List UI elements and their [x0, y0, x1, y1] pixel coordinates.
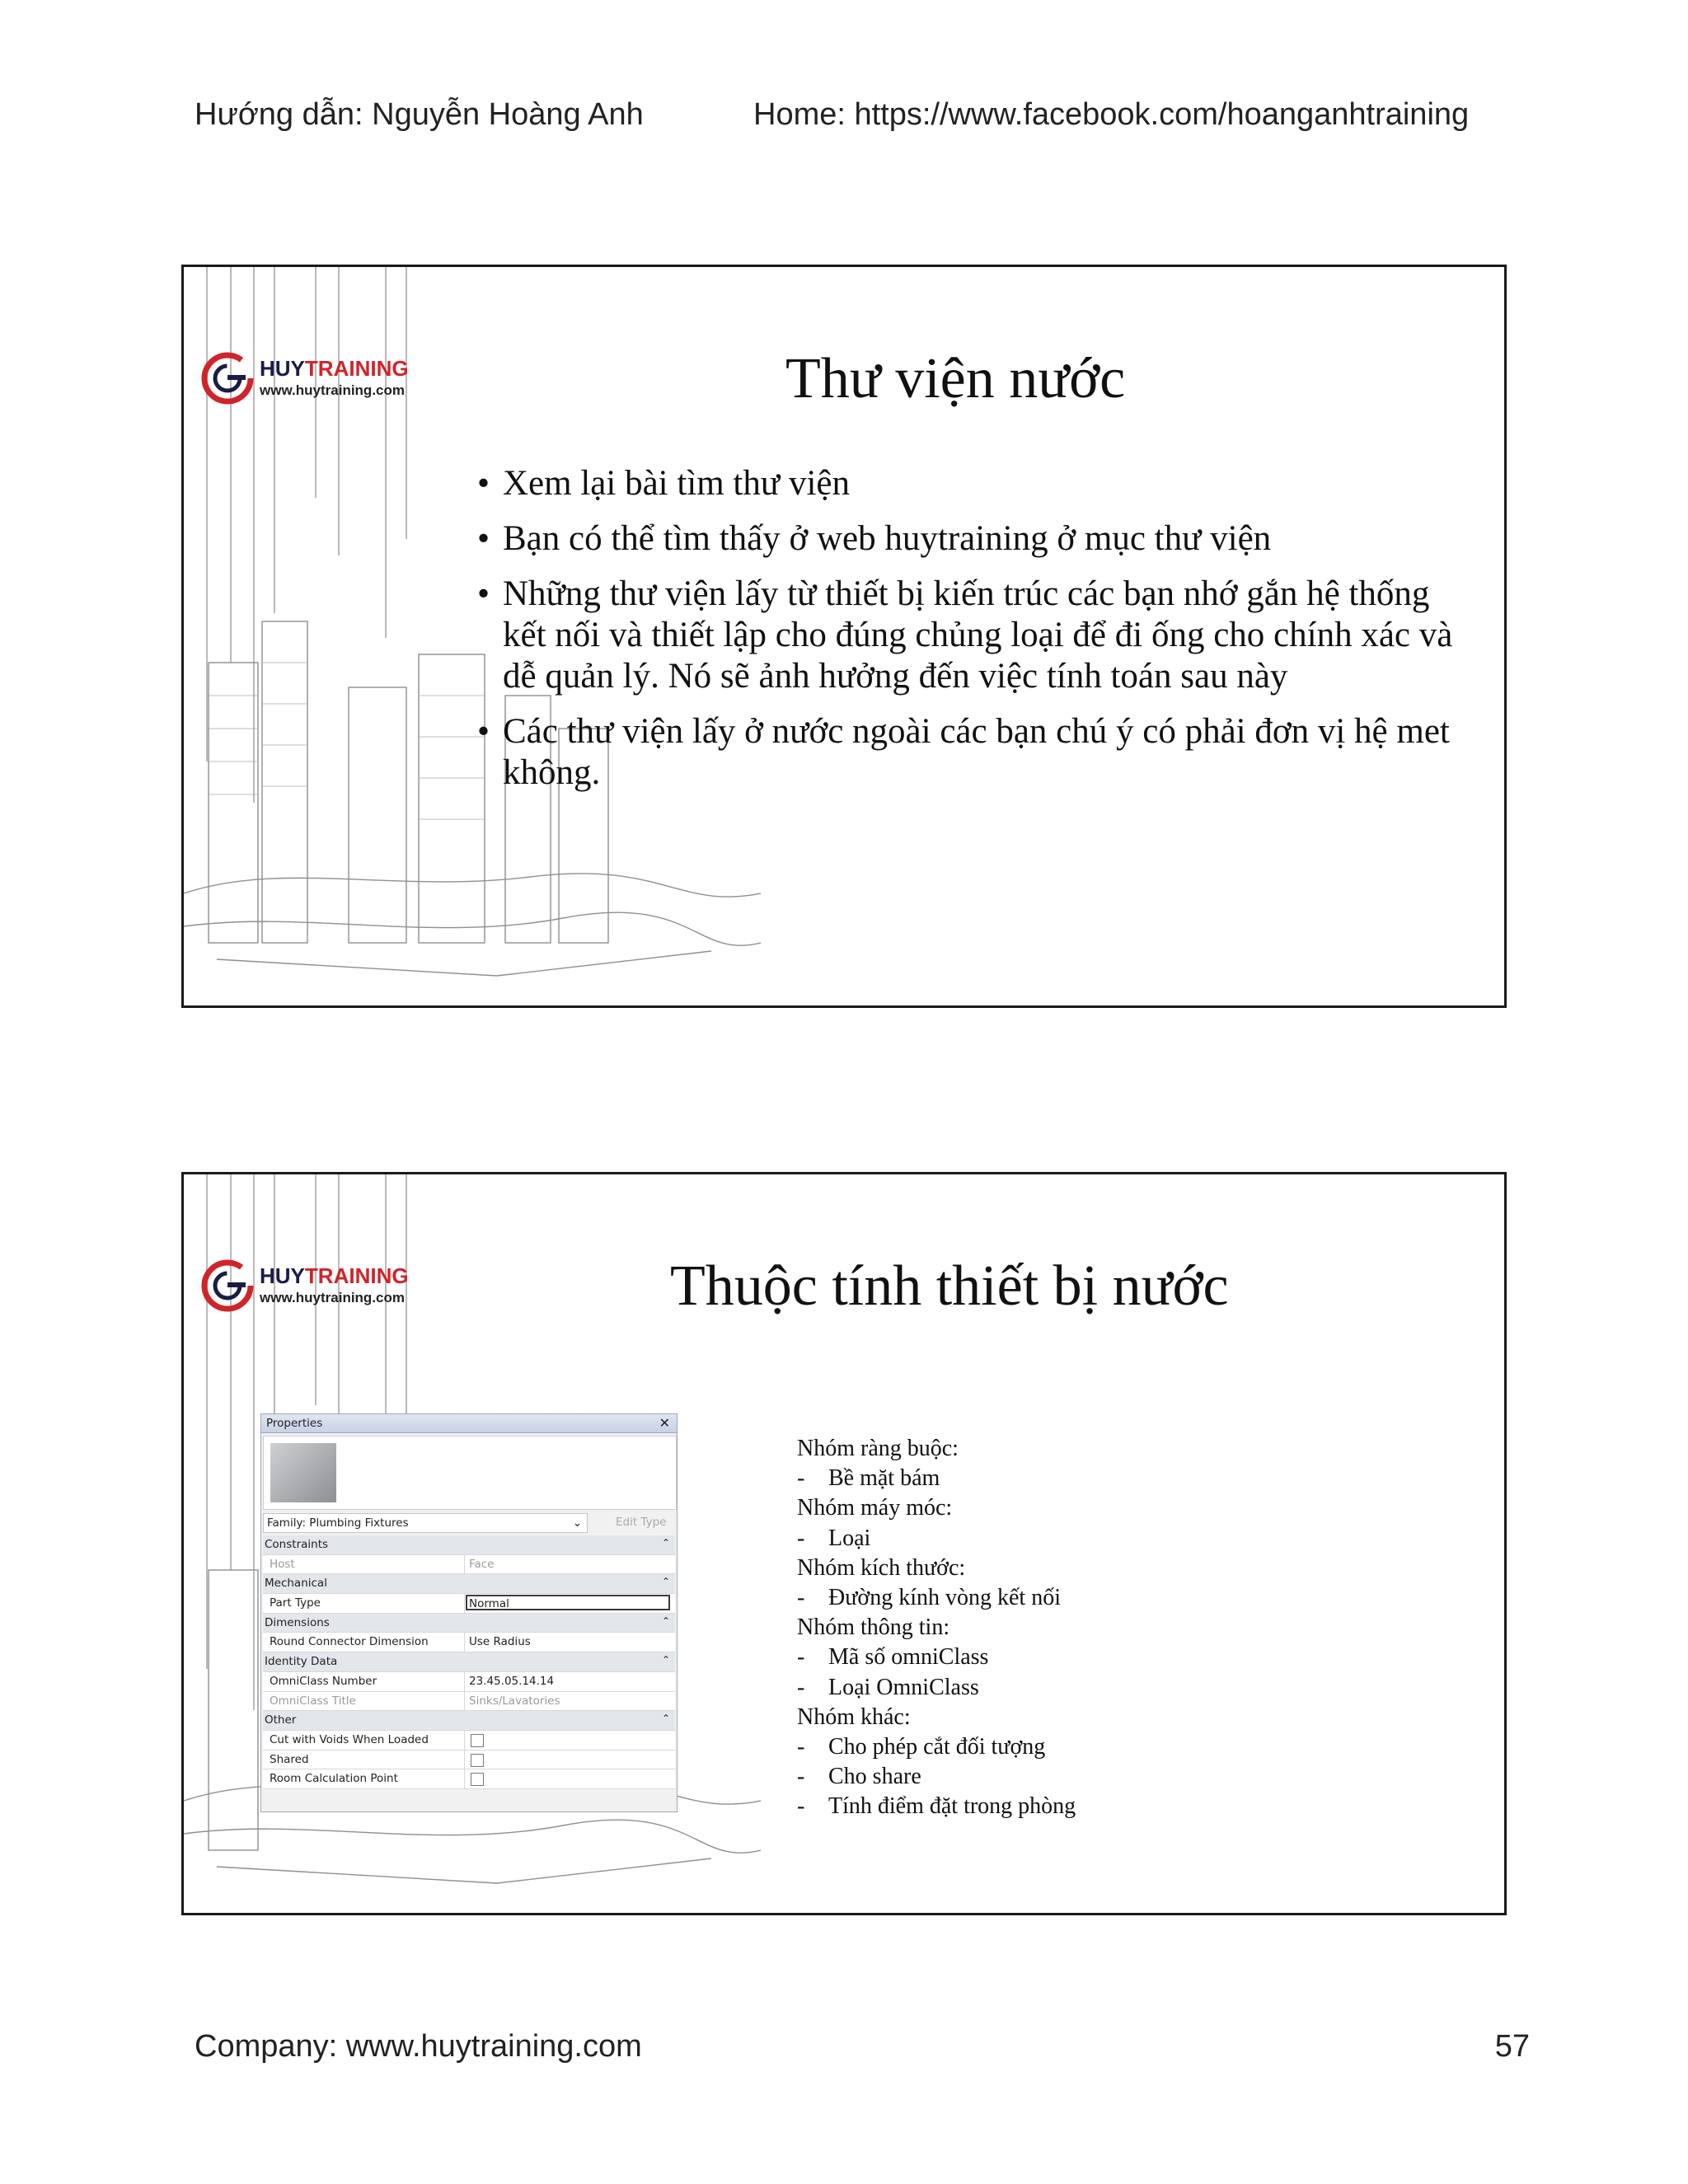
- bullet-list: [477, 463, 1466, 808]
- bullet-item: • Bạn có thể tìm thấy ở web huytraining ở mục thư viện: [477, 519, 1272, 558]
- huytraining-logo: [200, 1257, 439, 1323]
- edit-type-button[interactable]: [591, 1513, 673, 1531]
- bullet-text: Xem lại bài tìm thư viện: [503, 464, 850, 503]
- properties-panel: [260, 1413, 678, 1812]
- property-group-header[interactable]: [263, 1652, 675, 1672]
- property-value[interactable]: Sinks/Lavatories: [469, 1694, 560, 1708]
- property-label: Dimensions: [265, 1615, 330, 1629]
- property-group-header[interactable]: [263, 1711, 675, 1731]
- note-text: Đường kính vòng kết nối: [828, 1585, 1061, 1611]
- slide-title: Thuộc tính thiết bị nước: [670, 1254, 1229, 1318]
- property-label: OmniClass Title: [270, 1694, 356, 1708]
- bullet-text: Những thư viện lấy từ thiết bị kiến trúc các bạn nhớ gắn hệ thống kết nối và thiết lập cho đúng chủng loại để đi ống cho chính xác và dễ quản lý. Nó sẽ ảnh hưởng đến việc tính toán sau này: [503, 574, 1453, 696]
- property-label: Room Calculation Point: [270, 1772, 398, 1786]
- property-label: Identity Data: [265, 1655, 338, 1669]
- property-row[interactable]: [263, 1692, 675, 1712]
- property-row[interactable]: [263, 1555, 675, 1575]
- bullet-text: Các thư viện lấy ở nước ngoài các bạn chú ý có phải đơn vị hệ met không.: [503, 712, 1450, 792]
- bullet-text: Bạn có thể tìm thấy ở web huytraining ở mục thư viện: [503, 519, 1272, 558]
- logo-brand-huy: HUY: [260, 356, 305, 381]
- collapse-icon[interactable]: ⌃: [661, 1654, 670, 1666]
- property-row[interactable]: [263, 1633, 675, 1652]
- properties-titlebar: [261, 1414, 677, 1433]
- header-home-link[interactable]: Home: https://www.facebook.com/hoanganhtraining: [753, 97, 1470, 132]
- note-text: Mã số omniClass: [828, 1644, 989, 1671]
- close-icon[interactable]: ✕: [659, 1415, 670, 1431]
- huytraining-logo-mark-icon: [200, 349, 258, 407]
- bullet-item: • Những thư viện lấy từ thiết bị kiến trúc các bạn nhớ gắn hệ thống kết nối và thiết lập cho đúng chủng loại để đi ống cho chính xác và dễ quản lý. Nó sẽ ảnh hưởng đến việc tính toán sau này: [477, 574, 1453, 696]
- note-text: Loại: [828, 1525, 871, 1551]
- note-item: - Bề mặt bám: [797, 1465, 940, 1492]
- logo-brand-training: TRAINING: [304, 356, 409, 381]
- property-value[interactable]: Use Radius: [469, 1635, 531, 1649]
- bullet-item: • Các thư viện lấy ở nước ngoài các bạn chú ý có phải đơn vị hệ met không.: [477, 712, 1450, 792]
- note-text: Tính điểm đặt trong phòng: [828, 1793, 1076, 1820]
- note-item: - Tính điểm đặt trong phòng: [797, 1793, 1076, 1820]
- property-label: Mechanical: [265, 1577, 327, 1591]
- note-item: - Loại: [797, 1525, 871, 1551]
- property-checkbox[interactable]: [471, 1773, 484, 1786]
- chevron-down-icon: ⌄: [572, 1516, 582, 1530]
- family-dropdown[interactable]: [263, 1513, 588, 1533]
- collapse-icon[interactable]: ⌃: [661, 1537, 670, 1549]
- note-item: - Loại OmniClass: [797, 1674, 979, 1700]
- family-thumbnail: [270, 1443, 336, 1502]
- note-text: Cho share: [828, 1764, 921, 1790]
- property-value-input[interactable]: [466, 1595, 670, 1610]
- property-value: Normal: [469, 1597, 509, 1611]
- property-value[interactable]: Face: [469, 1557, 495, 1571]
- property-label: Other: [265, 1713, 297, 1727]
- property-label: Part Type: [270, 1596, 321, 1610]
- property-group-header[interactable]: [263, 1535, 675, 1555]
- logo-url: www.huytraining.com: [260, 382, 405, 398]
- edit-type-label: Edit Type: [616, 1516, 667, 1529]
- footer-company[interactable]: Company: www.huytraining.com: [195, 2029, 642, 2064]
- note-item: - Cho phép cắt đối tượng: [797, 1734, 1046, 1760]
- property-row[interactable]: [263, 1672, 675, 1692]
- note-item: - Cho share: [797, 1764, 921, 1790]
- slide-water-fixture-properties: [181, 1172, 1507, 1915]
- type-selector-preview[interactable]: [263, 1436, 677, 1510]
- property-label: Cut with Voids When Loaded: [270, 1732, 429, 1746]
- huytraining-logo: [200, 349, 439, 415]
- property-label: OmniClass Number: [270, 1674, 377, 1688]
- header-author: Hướng dẫn: Nguyễn Hoàng Anh: [195, 97, 644, 132]
- note-item: - Đường kính vòng kết nối: [797, 1585, 1061, 1611]
- property-group-header[interactable]: [263, 1574, 675, 1594]
- properties-title: Properties: [266, 1417, 323, 1430]
- properties-table: [263, 1535, 675, 1789]
- property-checkbox[interactable]: [471, 1734, 484, 1747]
- logo-brand-training: TRAINING: [304, 1263, 409, 1288]
- slide-title: Thư viện nước: [785, 347, 1126, 410]
- note-text: Bề mặt bám: [828, 1465, 940, 1492]
- property-row[interactable]: [263, 1769, 675, 1789]
- bullet-item: • Xem lại bài tìm thư viện: [477, 464, 850, 503]
- property-group-header[interactable]: [263, 1614, 675, 1633]
- note-group-heading: Nhóm máy móc:: [797, 1495, 953, 1521]
- note-group-heading: Nhóm thông tin:: [797, 1615, 950, 1641]
- property-row[interactable]: [263, 1731, 675, 1750]
- property-checkbox[interactable]: [471, 1754, 484, 1767]
- note-text: Cho phép cắt đối tượng: [828, 1734, 1046, 1760]
- collapse-icon[interactable]: ⌃: [661, 1713, 670, 1725]
- note-item: - Mã số omniClass: [797, 1644, 989, 1671]
- property-label: Round Connector Dimension: [270, 1635, 429, 1649]
- collapse-icon[interactable]: ⌃: [661, 1576, 670, 1588]
- page-number: 57: [1494, 2029, 1530, 2064]
- note-text: Loại OmniClass: [828, 1674, 979, 1700]
- property-notes: [797, 1434, 1076, 1822]
- note-group-heading: Nhóm kích thước:: [797, 1554, 966, 1581]
- property-value[interactable]: 23.45.05.14.14: [469, 1674, 555, 1688]
- property-row[interactable]: [263, 1750, 675, 1770]
- property-label: Shared: [270, 1752, 309, 1766]
- property-label: Host: [270, 1557, 295, 1571]
- note-group-heading: Nhóm khác:: [797, 1704, 911, 1730]
- note-group-heading: Nhóm ràng buộc:: [797, 1436, 959, 1461]
- collapse-icon[interactable]: ⌃: [661, 1615, 670, 1627]
- property-row[interactable]: [263, 1594, 675, 1614]
- logo-brand-huy: HUY: [260, 1263, 305, 1288]
- family-label: Family: Plumbing Fixtures: [267, 1516, 409, 1530]
- huytraining-logo-mark-icon: [200, 1257, 258, 1315]
- slide-water-library: [181, 265, 1507, 1008]
- logo-url: www.huytraining.com: [260, 1290, 405, 1305]
- property-label: Constraints: [265, 1538, 329, 1551]
